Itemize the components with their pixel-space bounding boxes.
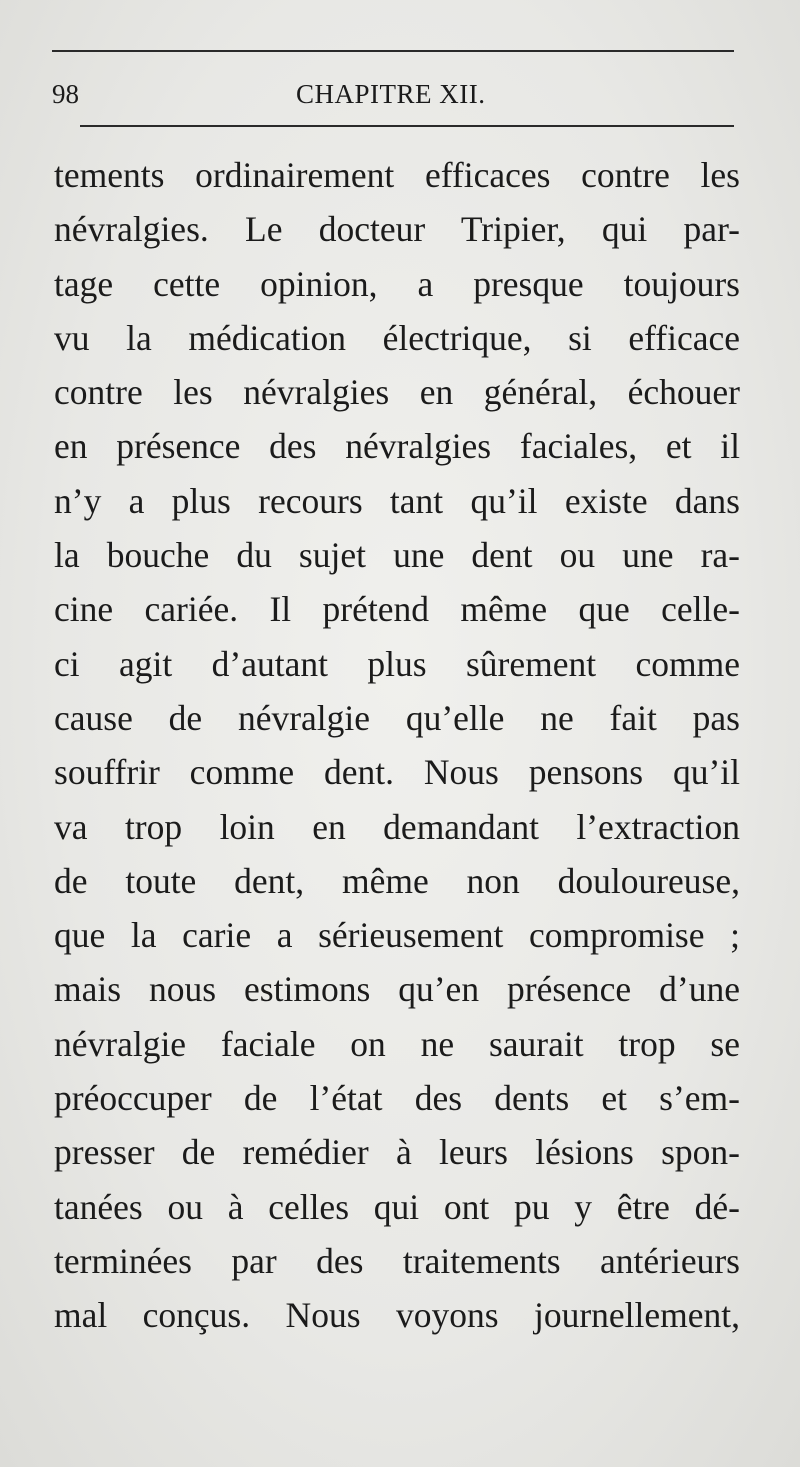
text-line: en présence des névralgies faciales, et il [54,426,740,467]
text-line: cause de névralgie qu’elle ne fait pas [54,697,740,738]
text-line: terminées par des traitements antérieurs [54,1240,740,1281]
text-line: mais nous estimons qu’en présence d’une [54,969,740,1010]
page-number: 98 [52,79,79,109]
text-line: contre les névralgies en général, échouer [54,372,740,413]
chapter-running-head: CHAPITRE XII. [296,79,486,109]
page-header [52,72,734,116]
text-line: que la carie a sérieusement compromise ; [54,915,740,956]
text-line: n’y a plus recours tant qu’il existe dans [54,480,740,521]
text-line: vu la médication électrique, si efficace [54,317,740,358]
header-top-rule [52,50,734,52]
body-text [54,148,740,1343]
text-line: névralgie faciale on ne saurait trop se [54,1023,740,1064]
text-line: presser de remédier à leurs lésions spon- [54,1132,740,1173]
text-line: cine cariée. Il prétend même que celle- [54,589,740,630]
text-line: tements ordinairement efficaces contre les [54,155,740,195]
text-line: préoccuper de l’état des dents et s’em- [54,1078,740,1119]
text-line: de toute dent, même non douloureuse, [54,860,740,901]
text-line: tage cette opinion, a presque toujours [54,263,740,304]
text-line: souffrir comme dent. Nous pensons qu’il [54,752,740,793]
text-line: ci agit d’autant plus sûrement comme [54,643,740,684]
text-line: va trop loin en demandant l’extraction [54,806,740,847]
text-line: névralgies. Le docteur Tripier, qui par- [54,209,740,250]
text-line: mal conçus. Nous voyons journellement, [54,1295,740,1336]
header-bottom-rule [80,125,734,127]
text-line: tanées ou à celles qui ont pu y être dé- [54,1186,740,1227]
text-line: la bouche du sujet une dent ou une ra- [54,535,740,576]
